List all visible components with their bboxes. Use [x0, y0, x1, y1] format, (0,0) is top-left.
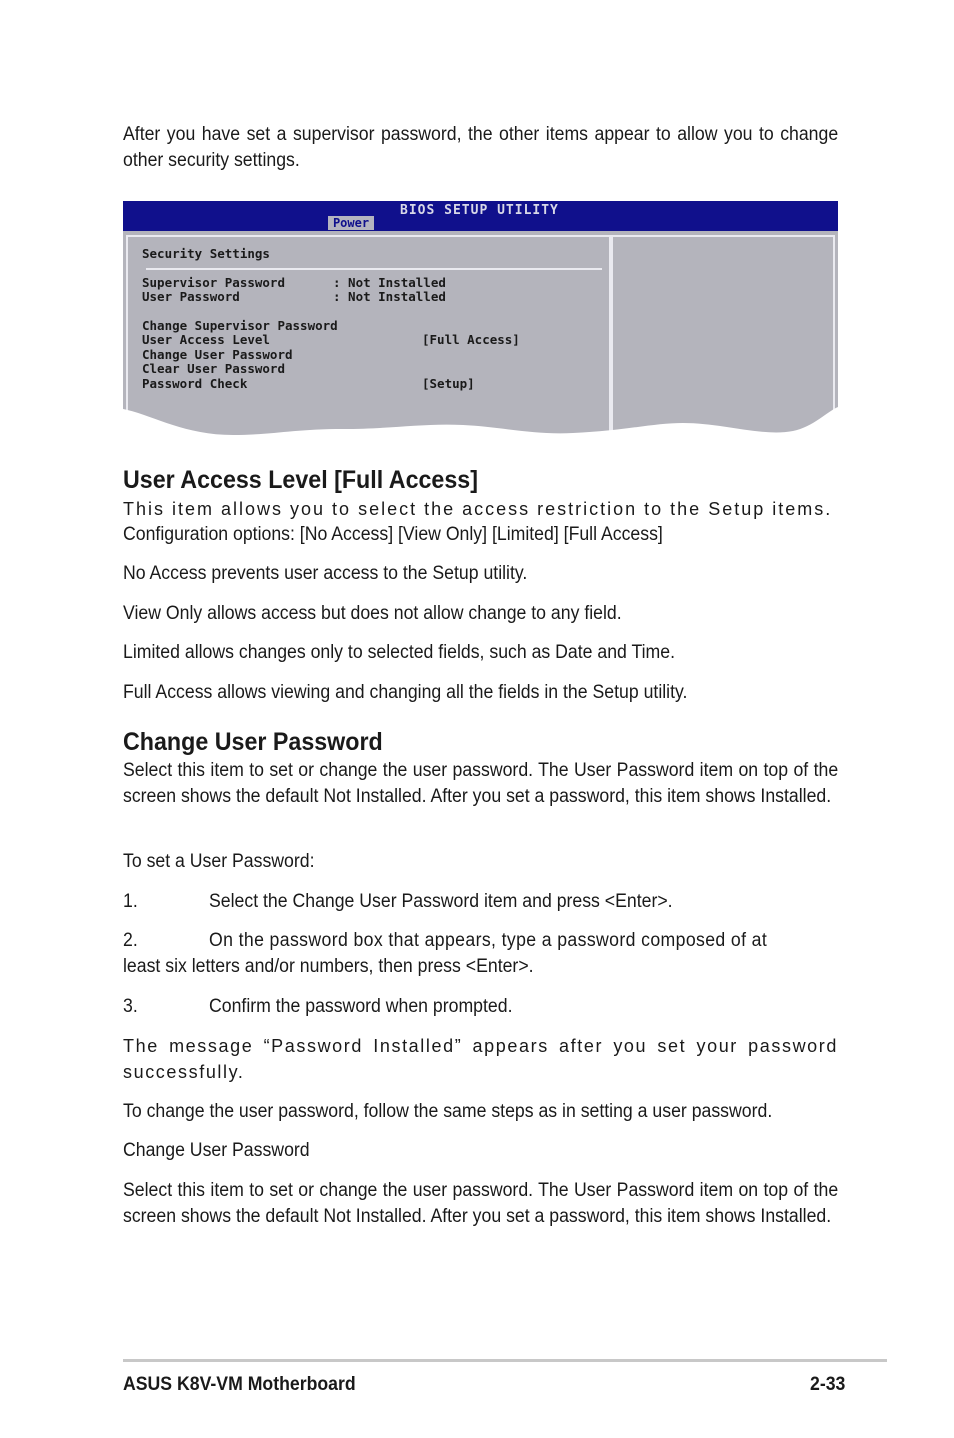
bios-row-value: : Not Installed	[333, 275, 446, 290]
bios-row-value: : Not Installed	[333, 289, 446, 304]
repeat-heading: Change User Password	[123, 1140, 310, 1161]
bios-item-password-check[interactable]: Password Check	[142, 376, 248, 391]
bios-title: BIOS SETUP UTILITY	[400, 203, 559, 218]
footer-divider	[123, 1359, 887, 1362]
repeat-desc: Select this item to set or change the user password. The User Password item on top of the screen shows the default Not Installed. After you set a password, this item shows Installed.	[123, 1180, 839, 1227]
bios-row-label: Supervisor Password	[142, 275, 285, 290]
step-text: Confirm the password when prompted.	[209, 996, 513, 1017]
bios-item-change-supervisor-password[interactable]: Change Supervisor Password	[142, 318, 338, 333]
bios-item-value: [Full Access]	[422, 332, 520, 347]
bios-item-value: [Setup]	[422, 376, 475, 391]
page-number: 2-33	[810, 1374, 846, 1395]
change-password-desc: Select this item to set or change the user password. The User Password item on top of the screen shows the default Not Installed. After you set a password, this item shows Installed.	[123, 760, 839, 807]
section-heading-change-user-password: Change User Password	[123, 728, 383, 756]
to-set-label: To set a User Password:	[123, 851, 315, 872]
message-paragraph: The message “Password Installed” appears after you set your password successfully.	[123, 1036, 838, 1082]
torn-edge	[123, 401, 838, 437]
bios-item-change-user-password[interactable]: Change User Password	[142, 347, 293, 362]
bios-tab-power: Power	[328, 216, 374, 230]
step-number: 3.	[123, 996, 138, 1017]
user-access-desc: This item allows you to select the access restriction to the Setup items.	[123, 499, 833, 519]
change-note: To change the user password, follow the same steps as in setting a user password.	[123, 1101, 773, 1122]
intro-paragraph: After you have set a supervisor password, the other items appear to allow you to change other security settings.	[123, 124, 839, 171]
bios-screenshot	[123, 201, 838, 437]
view-only-paragraph: View Only allows access but does not allow change to any field.	[123, 603, 622, 624]
config-options: Configuration options: [No Access] [View Only] [Limited] [Full Access]	[123, 524, 663, 545]
step-number: 2.	[123, 930, 138, 951]
bios-section-title: Security Settings	[142, 246, 270, 261]
step-text: On the password box that appears, type a password composed of at	[209, 930, 768, 951]
bios-item-clear-user-password[interactable]: Clear User Password	[142, 361, 285, 376]
section-heading-user-access-level: User Access Level [Full Access]	[123, 466, 478, 494]
step-number: 1.	[123, 891, 138, 912]
limited-paragraph: Limited allows changes only to selected fields, such as Date and Time.	[123, 642, 675, 663]
bios-item-user-access-level[interactable]: User Access Level	[142, 332, 270, 347]
no-access-paragraph: No Access prevents user access to the Setup utility.	[123, 563, 528, 584]
full-access-paragraph: Full Access allows viewing and changing all the fields in the Setup utility.	[123, 682, 688, 703]
bios-separator	[146, 268, 602, 270]
bios-row-label: User Password	[142, 289, 240, 304]
step-2-continuation: least six letters and/or numbers, then press <Enter>.	[123, 956, 534, 977]
footer-title: ASUS K8V-VM Motherboard	[123, 1374, 356, 1395]
step-text: Select the Change User Password item and press <Enter>.	[209, 891, 673, 912]
bios-title-bar	[123, 201, 838, 231]
